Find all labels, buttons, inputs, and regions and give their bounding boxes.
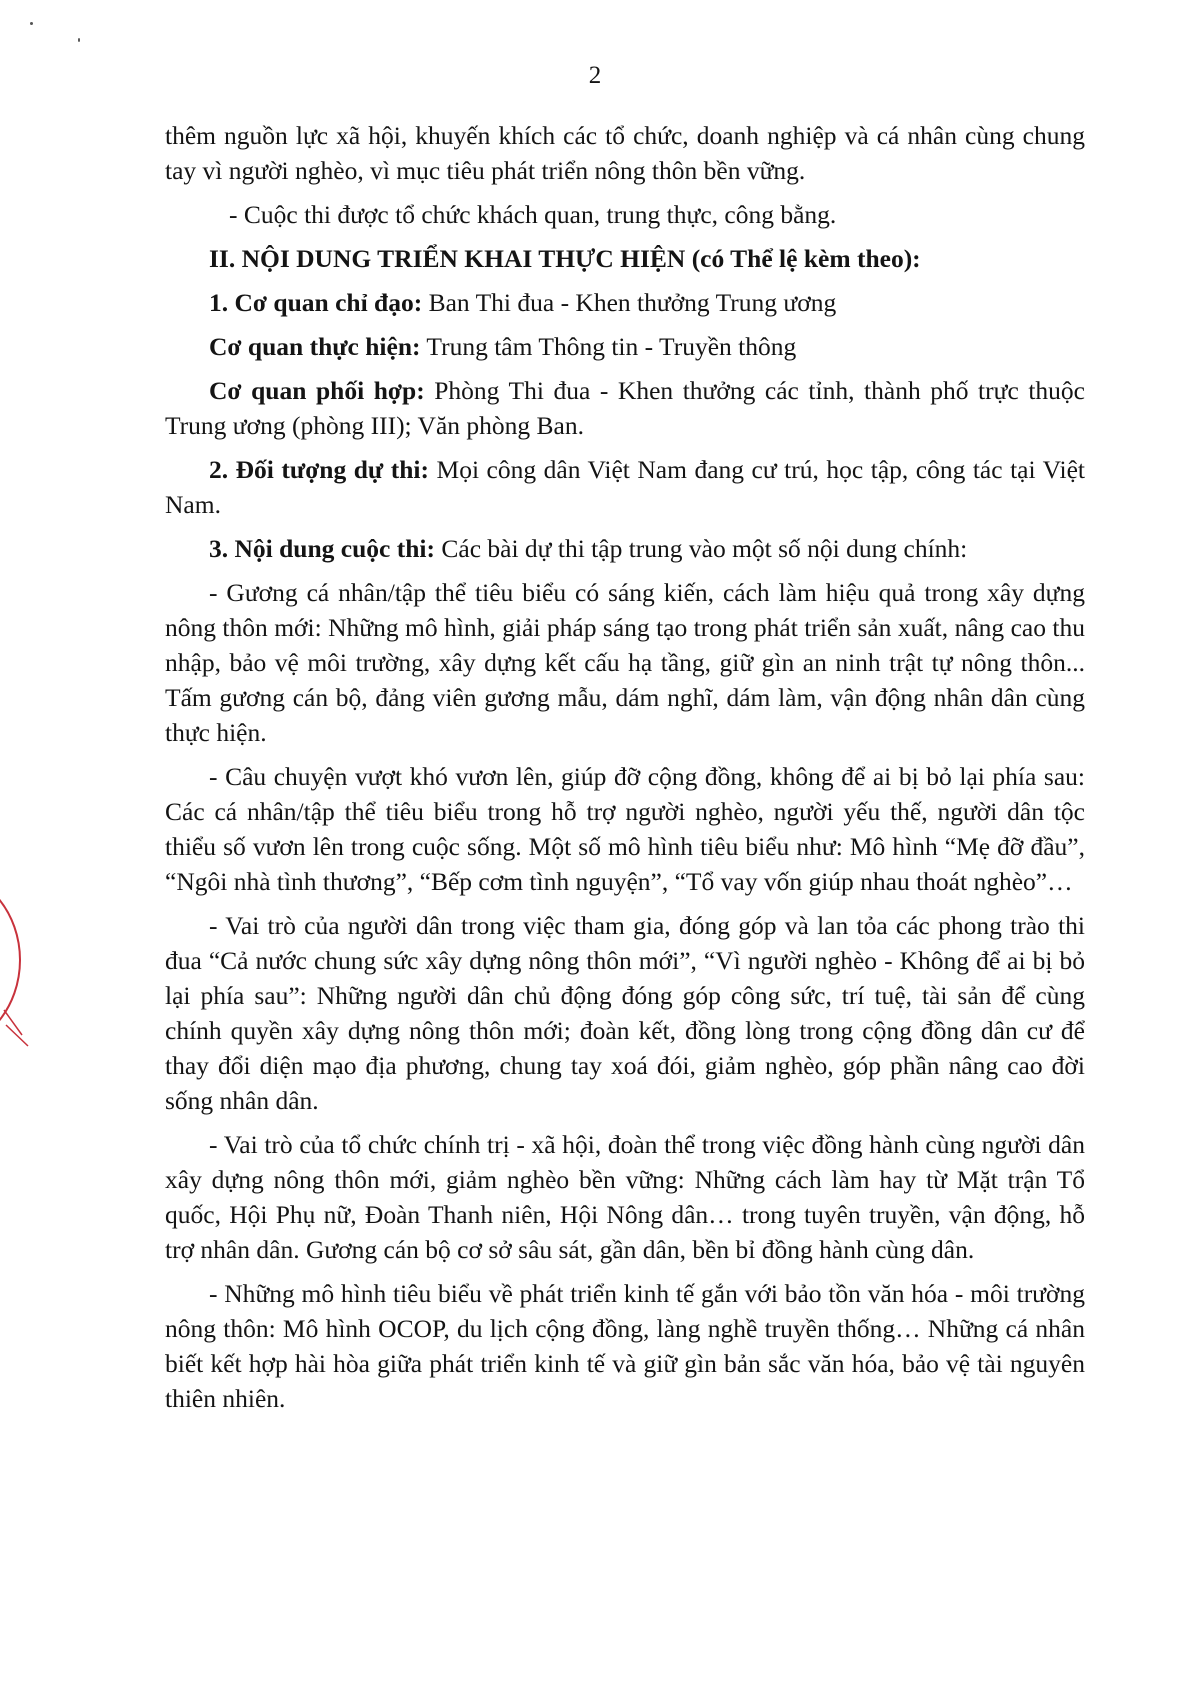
- contest-content-value: Các bài dự thi tập trung vào một số nội dung chính:: [435, 534, 968, 563]
- contest-content: [165, 531, 1085, 566]
- directing-agency: [165, 285, 1085, 320]
- red-seal-fragment: [0, 860, 40, 1060]
- coordinating-agency: [165, 373, 1085, 443]
- directing-agency-value: Ban Thi đua - Khen thưởng Trung ương: [422, 288, 837, 317]
- participants-label: 2. Đối tượng dự thi:: [209, 455, 430, 484]
- scan-speck: [78, 38, 80, 42]
- bullet-item: - Vai trò của tổ chức chính trị - xã hội, đoàn thể trong việc đồng hành cùng người dân xây dựng nông thôn mới, giảm nghèo bền vững: Những cách làm hay từ Mặt trận Tổ quốc, Hội Phụ nữ, Đoàn Thanh niên, Hội Nông dân… trong tuyên truyền, vận động, hỗ trợ nhân dân. Gương cán bộ cơ sở sâu sát, gần dân, bền bỉ đồng hành cùng dân.: [165, 1130, 1085, 1264]
- page-number: 2: [588, 62, 602, 89]
- contest-content-label: 3. Nội dung cuộc thi:: [209, 534, 435, 563]
- bullet-item: - Gương cá nhân/tập thể tiêu biểu có sáng kiến, cách làm hiệu quả trong xây dựng nông thôn mới: Những mô hình, giải pháp sáng tạo trong phát triển sản xuất, nâng cao thu nhập, bảo vệ môi trường, xây dựng kết cấu hạ tầng, giữ gìn an ninh trật tự nông thôn... Tấm gương cán bộ, đảng viên gương mẫu, dám nghĩ, dám làm, vận động nhân dân cùng thực hiện.: [165, 578, 1085, 747]
- coordinating-agency-value: Phòng Thi đua - Khen thưởng các tỉnh, thành phố trực thuộc Trung ương (phòng III); Văn phòng Ban.: [165, 376, 1085, 440]
- implementing-agency-label: Cơ quan thực hiện:: [209, 332, 421, 361]
- implementing-agency-value: Trung tâm Thông tin - Truyền thông: [420, 332, 797, 361]
- directing-agency-label: 1. Cơ quan chỉ đạo:: [209, 288, 423, 317]
- paragraph: thêm nguồn lực xã hội, khuyến khích các tổ chức, doanh nghiệp và cá nhân cùng chung tay vì người nghèo, vì mục tiêu phát triển nông thôn bền vững.: [165, 121, 1085, 185]
- bullet-item: - Vai trò của người dân trong việc tham gia, đóng góp và lan tỏa các phong trào thi đua “Cả nước chung sức xây dựng nông thôn mới”, “Vì người nghèo - Không để ai bị bỏ lại phía sau”: Những người dân chủ động đóng góp công sức, trí tuệ, tài sản để cùng chính quyền xây dựng nông thôn mới; đoàn kết, đồng lòng trong cộng đồng dân cư để thay đổi diện mạo địa phương, chung tay xoá đói, giảm nghèo, góp phần nâng cao đời sống nhân dân.: [165, 911, 1085, 1115]
- paragraph: - Cuộc thi được tổ chức khách quan, trung thực, công bằng.: [229, 200, 837, 229]
- section-heading-text: II. NỘI DUNG TRIỂN KHAI THỰC HIỆN (có Thể lệ kèm theo):: [209, 244, 921, 273]
- section-heading: [165, 241, 1085, 276]
- bullet-item: - Những mô hình tiêu biểu về phát triển kinh tế gắn với bảo tồn văn hóa - môi trường nông thôn: Mô hình OCOP, du lịch cộng đồng, làng nghề truyền thống… Những cá nhân biết kết hợp hài hòa giữa phát triển kinh tế và giữ gìn bản sắc văn hóa, bảo vệ tài nguyên thiên nhiên.: [165, 1279, 1085, 1413]
- participants-value: Mọi công dân Việt Nam đang cư trú, học tập, công tác tại Việt Nam.: [165, 455, 1085, 519]
- participants: [165, 452, 1085, 522]
- document-body: [165, 118, 1085, 1425]
- scan-speck: [30, 22, 33, 25]
- implementing-agency: [165, 329, 1085, 364]
- coordinating-agency-label: Cơ quan phối hợp:: [209, 376, 425, 405]
- bullet-item: - Câu chuyện vượt khó vươn lên, giúp đỡ cộng đồng, không để ai bị bỏ lại phía sau: Các cá nhân/tập thể tiêu biểu trong hỗ trợ người nghèo, người yếu thế, người dân tộc thiểu số vươn lên trong cuộc sống. Một số mô hình tiêu biểu như: Mô hình “Mẹ đỡ đầu”, “Ngôi nhà tình thương”, “Bếp cơm tình nguyện”, “Tổ vay vốn giúp nhau thoát nghèo”…: [165, 762, 1085, 896]
